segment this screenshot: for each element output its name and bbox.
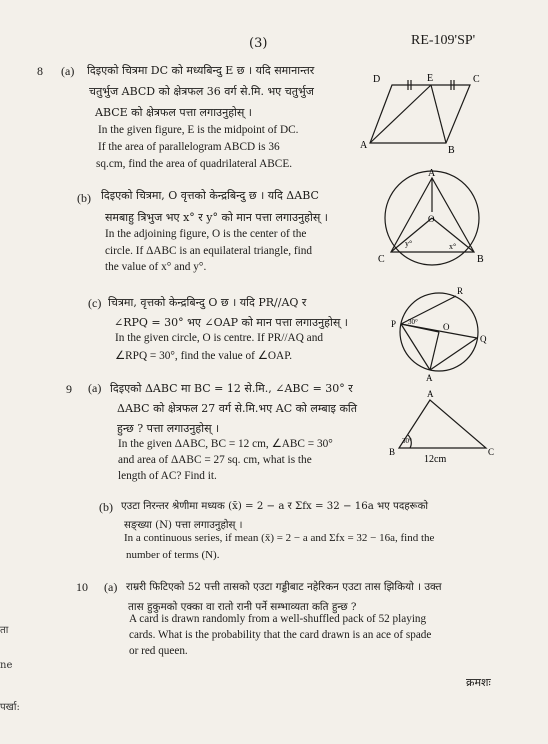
paper-code: RE-109'SP' [411,33,476,48]
edge-fragment-3: पर्खा: [0,702,20,713]
q8b-en-line1: In the adjoining figure, O is the center of the [105,228,307,240]
q8a-en-line3: sq.cm, find the area of quadrilateral ABCE. [96,158,293,170]
q8-number: 8 [37,64,43,78]
edge-fragment-1: ता [0,625,9,636]
fig8c-label-O: O [443,322,450,332]
q9b-np-line2: सङ्ख्या (N) पत्ता लगाउनुहोस् । [124,520,243,531]
figure-q8c-circle-chords [400,293,478,371]
figure-q9a-triangle [399,400,486,448]
q8b-np-line2: समबाहु त्रिभुज भए x° र y° को मान पत्ता लगाउनुहोस् । [105,211,328,224]
q9b-np-line1: एउटा निरन्तर श्रेणीमा मध्यक (x̄) = 2 − a र Σfx = 32 − 16a भए पदहरूको [121,501,429,512]
q9a-en-line1: In the given ΔABC, BC = 12 cm, ∠ABC = 30° [118,438,333,450]
q8a-en-line1: In the given figure, E is the midpoint of DC. [98,124,299,136]
q10a-label: (a) [104,580,118,594]
q8b-np-line1: दिइएको चित्रमा, O वृत्तको केन्द्रबिन्दु छ । यदि ΔABC [101,189,319,202]
page-number: (3) [249,36,268,51]
q9-number: 9 [66,382,72,396]
q8c-en-line2: ∠RPQ = 30°, find the value of ∠OAP. [115,350,293,362]
q8a-label: (a) [61,64,75,78]
fig9a-base-length: 12cm [424,454,447,465]
q8a-np-line3: ABCE को क्षेत्रफल पत्ता लगाउनुहोस् । [95,106,252,119]
q8a-np-line1: दिइएको चित्रमा DC को मध्यबिन्दु E छ । यदि समानान्तर [87,64,315,77]
fig8a-label-D: D [373,74,381,85]
fig8b-label-A: A [428,168,436,179]
fig8c-angle: 30° [408,318,418,326]
q10-number: 10 [76,580,88,594]
q8a-en-line2: If the area of parallelogram ABCD is 36 [98,141,280,153]
fig9a-angle: 30° [402,437,412,445]
q10a-np-line1: राम्ररी फिटिएको 52 पत्ती तासको एउटा गड्डीबाट नहेरिकन एउटा तास झिकियो । उक्त [126,581,442,593]
q9a-np-line3: हुन्छ ? पत्ता लगाउनुहोस् । [117,422,220,435]
fig8b-label-x: x° [449,242,457,251]
q9a-label: (a) [88,381,102,395]
q8c-en-line1: In the given circle, O is centre. If PR//AQ and [115,332,323,344]
q8b-en-line3: the value of x° and y°. [105,261,207,273]
q9a-np-line2: ΔABC को क्षेत्रफल 27 वर्ग से.मि.भए AC को लम्बाइ कति [117,402,358,415]
fig8b-label-B: B [477,254,484,265]
q10a-en-line3: or red queen. [129,645,188,657]
q9b-label: (b) [99,500,113,514]
fig9a-label-B: B [389,447,396,457]
fig8a-label-A: A [360,140,368,151]
q8c-np-line2: ∠RPQ = 30° भए ∠OAP को मान पत्ता लगाउनुहोस् । [114,316,348,329]
q10a-en-line1: A card is drawn randomly from a well-shuffled pack of 52 playing [129,613,427,625]
q8c-label: (c) [88,296,102,310]
fig9a-label-C: C [488,447,495,457]
fig8c-label-A: A [426,373,433,383]
q9b-en-line1: In a continuous series, if mean (x̄) = 2 − a and Σfx = 32 − 16a, find the [124,532,435,544]
fig8c-label-R: R [457,286,464,296]
q9a-en-line2: and area of ΔABC = 27 sq. cm, what is the [118,454,312,466]
q8b-en-line2: circle. If ΔABC is an equilateral triangle, find [105,245,313,257]
q8c-np-line1: चित्रमा, वृत्तको केन्द्रबिन्दु O छ । यदि PR//AQ र [108,296,307,309]
q8b-label: (b) [77,191,91,205]
fig8a-label-C: C [473,74,480,85]
fig8b-label-C: C [378,254,385,265]
q10a-np-line2: तास हुकुमको एक्का वा रातो रानी पर्ने सम्भाव्यता कति हुन्छ ? [128,601,357,613]
fig8a-label-B: B [448,145,455,156]
q9b-en-line2: number of terms (N). [126,549,220,561]
fig8b-label-y: y° [405,239,413,248]
fig8c-label-P: P [391,319,397,329]
fig8b-label-O: O [428,214,435,224]
q9a-np-line1: दिइएको ΔABC मा BC = 12 से.मि., ∠ABC = 30° र [110,382,353,395]
q9a-en-line3: length of AC? Find it. [118,470,217,482]
fig8a-label-E: E [427,73,434,84]
continued-marker: क्रमशः [466,676,491,689]
fig8c-label-Q: Q [480,334,487,344]
q8a-np-line2: चतुर्भुज ABCD को क्षेत्रफल 36 वर्ग से.मि. भए चतुर्भुज [89,85,314,98]
fig9a-label-A: A [427,389,434,399]
edge-fragment-2: ne [0,660,13,671]
figure-q8a-parallelogram [370,80,470,143]
q10a-en-line2: cards. What is the probability that the card drawn is an ace of spade [129,629,432,641]
